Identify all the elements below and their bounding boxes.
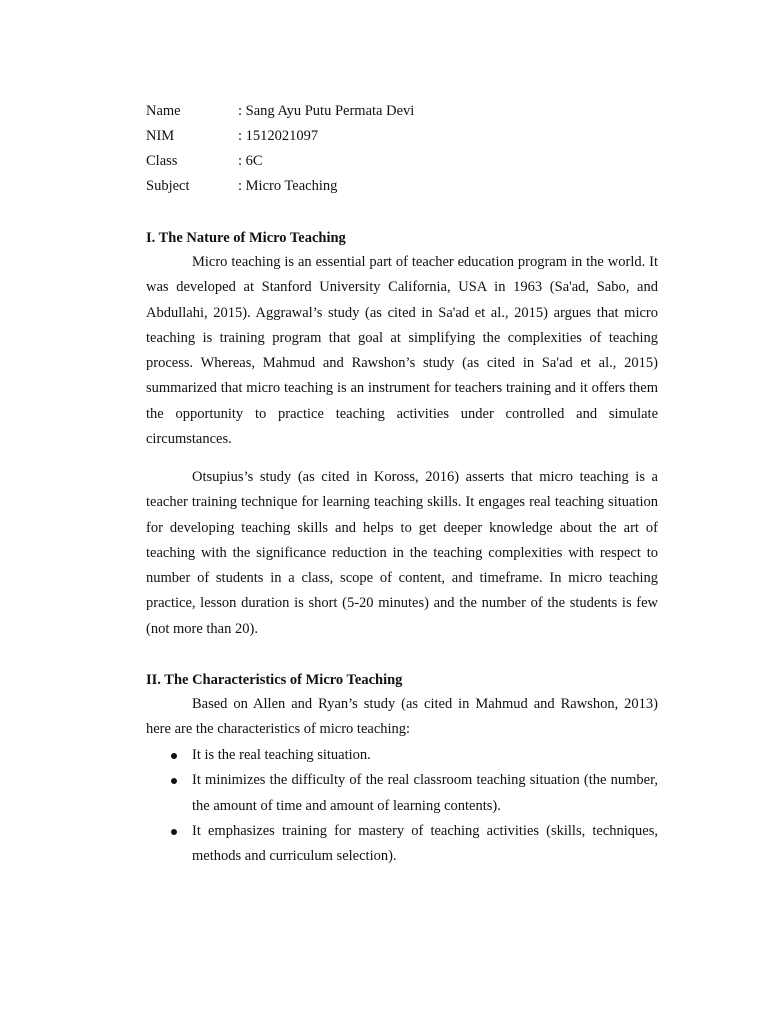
info-label: Name xyxy=(146,103,181,119)
list-item-text: It emphasizes training for mastery of teaching activities (skills, techniques, methods and curriculum selection). xyxy=(192,822,658,865)
list-item xyxy=(146,819,658,870)
info-label: Subject xyxy=(146,178,190,194)
section-heading-nature: I. The Nature of Micro Teaching xyxy=(146,230,346,246)
bullet-icon xyxy=(171,778,177,784)
paragraph-characteristics-intro: Based on Allen and Ryan’s study (as cited in Mahmud and Rawshon, 2013) here are the characteristics of micro teaching: xyxy=(146,696,658,738)
info-value: : 1512021097 xyxy=(238,128,319,144)
info-label: Class xyxy=(146,153,178,169)
info-label: NIM xyxy=(146,128,175,144)
info-value: : 6C xyxy=(238,153,263,169)
list-item xyxy=(146,743,658,768)
section-heading-characteristics: II. The Characteristics of Micro Teaching xyxy=(146,672,403,688)
paragraph-nature-2: Otsupius’s study (as cited in Koross, 2016) asserts that micro teaching is a teacher training technique for learning teaching skills. It engages real teaching situation for developing teaching skills and helps to get deeper knowledge about the art of teaching with the significance reduction in the teaching complexities with respect to number of students in a class, scope of content, and timeframe. In micro teaching practice, lesson duration is short (5-20 minutes) and the number of the students is few (not more than 20). xyxy=(146,469,658,637)
bullet-icon xyxy=(171,753,177,759)
info-value: : Sang Ayu Putu Permata Devi xyxy=(238,103,415,119)
list-item-text: It minimizes the difficulty of the real classroom teaching situation (the number, the amount of time and amount of learning contents). xyxy=(192,772,658,814)
list-item xyxy=(146,768,658,819)
info-value: : Micro Teaching xyxy=(238,178,338,194)
characteristics-list xyxy=(146,743,658,869)
list-item-text: It is the real teaching situation. xyxy=(192,747,371,763)
paragraph-nature-1: Micro teaching is an essential part of teacher education program in the world. It was developed at Stanford University California, USA in 1963 (Sa'ad, Sabo, and Abdullahi, 2015). Aggrawal’s study (as cited in Sa'ad et al., 2015) argues that micro teaching is training program that goal at simplifying the complexities of teaching process. Whereas, Mahmud and Rawshon’s study (as cited in Sa'ad et al., 2015) summarized that micro teaching is an instrument for teachers training and it offers them the opportunity to practice teaching activities under controlled and simulate circumstances. xyxy=(146,254,658,448)
bullet-icon xyxy=(171,829,177,835)
